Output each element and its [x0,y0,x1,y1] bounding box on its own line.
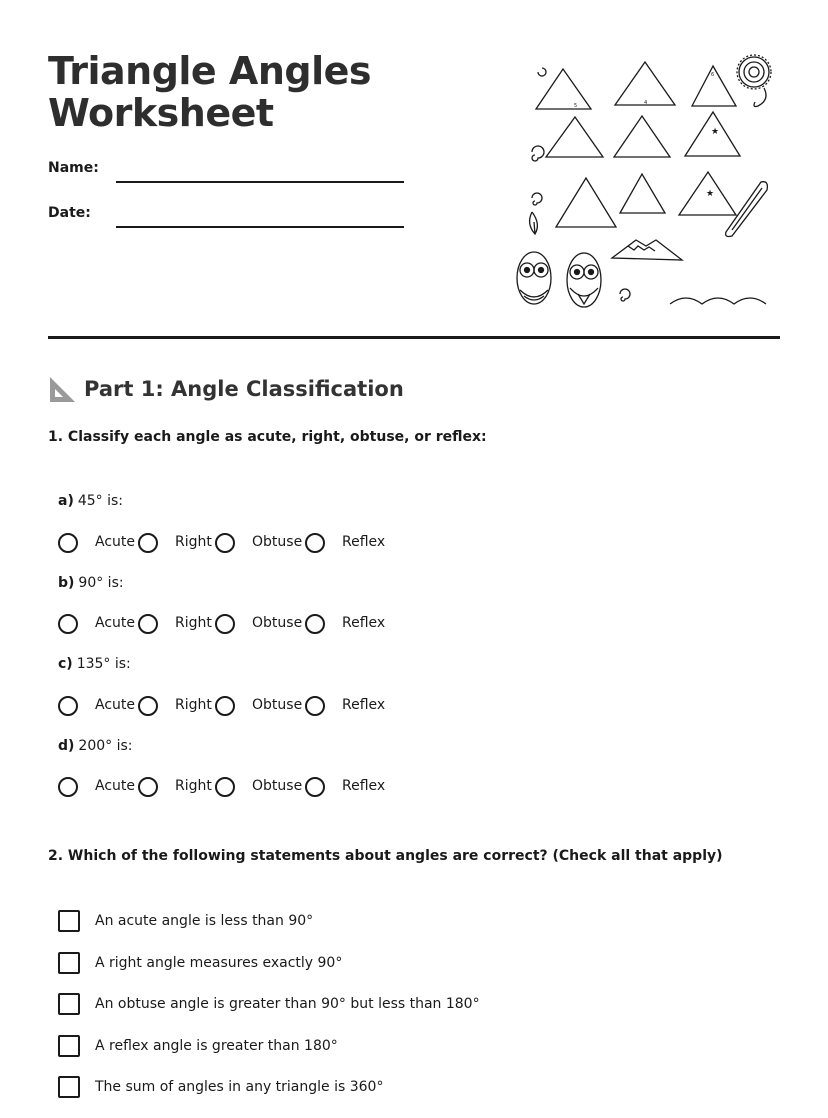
radio-obtuse[interactable] [215,533,235,553]
statement-label: An obtuse angle is greater than 90° but less than 180° [95,996,480,1012]
item-letter: b) [58,575,75,591]
radio-obtuse[interactable] [215,777,235,797]
statement-row[interactable] [58,992,480,1016]
item-text: 45° is: [77,493,124,509]
radio-obtuse[interactable] [215,696,235,716]
statement-label: An acute angle is less than 90° [95,913,314,929]
radio-acute[interactable] [58,777,78,797]
part-1-heading [48,372,404,406]
statement-checkbox[interactable] [58,993,80,1015]
worksheet-title [48,50,468,134]
radio-label-obtuse[interactable]: Obtuse [252,615,303,631]
item-text: 90° is: [78,575,124,591]
item-text: 135° is: [76,656,131,672]
svg-text:★: ★ [706,189,715,199]
radio-label-reflex[interactable]: Reflex [342,697,386,713]
statement-row[interactable] [58,1075,383,1099]
statement-checkbox[interactable] [58,1035,80,1057]
question-1-item-prompt [58,738,133,754]
question-1-item-prompt [58,656,131,672]
section-divider [48,336,780,339]
question-1-item-prompt [58,575,124,591]
statement-checkbox[interactable] [58,952,80,974]
statement-row[interactable] [58,951,342,975]
radio-right[interactable] [138,696,158,716]
radio-label-obtuse[interactable]: Obtuse [252,534,303,550]
radio-acute[interactable] [58,696,78,716]
svg-text:4: 4 [644,100,648,106]
question-1-prompt: 1. Classify each angle as acute, right, obtuse, or reflex: [48,429,487,445]
part-1-title: Part 1: Angle Classification [84,377,404,401]
radio-label-acute[interactable]: Acute [95,534,136,550]
name-field[interactable] [116,181,404,183]
statement-label: A reflex angle is greater than 180° [95,1038,338,1054]
statement-checkbox[interactable] [58,910,80,932]
statement-row[interactable] [58,909,313,933]
item-letter: a) [58,493,74,509]
radio-label-obtuse[interactable]: Obtuse [252,778,303,794]
name-label: Name: [48,160,99,176]
radio-right[interactable] [138,533,158,553]
question-1-item-prompt [58,493,123,509]
radio-label-right[interactable]: Right [175,697,212,713]
set-square-icon [48,375,76,403]
item-letter: c) [58,656,73,672]
radio-reflex[interactable] [305,777,325,797]
svg-text:5: 5 [574,103,578,109]
item-text: 200° is: [78,738,133,754]
radio-obtuse[interactable] [215,614,235,634]
title-line-2: Worksheet [48,91,274,135]
radio-label-right[interactable]: Right [175,615,212,631]
date-label: Date: [48,205,91,221]
radio-label-reflex[interactable]: Reflex [342,534,386,550]
radio-acute[interactable] [58,533,78,553]
title-line-1: Triangle Angles [48,49,372,93]
statement-row[interactable] [58,1034,338,1058]
radio-label-acute[interactable]: Acute [95,778,136,794]
date-field[interactable] [116,226,404,228]
statement-label: A right angle measures exactly 90° [95,955,343,971]
radio-label-acute[interactable]: Acute [95,697,136,713]
radio-right[interactable] [138,777,158,797]
statement-label: The sum of angles in any triangle is 360° [95,1079,384,1095]
radio-right[interactable] [138,614,158,634]
radio-label-obtuse[interactable]: Obtuse [252,697,303,713]
triangle-clipart-illustration [508,50,780,312]
statement-checkbox[interactable] [58,1076,80,1098]
radio-label-right[interactable]: Right [175,534,212,550]
svg-text:★: ★ [711,127,720,137]
radio-label-reflex[interactable]: Reflex [342,778,386,794]
question-2-prompt: 2. Which of the following statements about angles are correct? (Check all that apply) [48,848,723,864]
item-letter: d) [58,738,75,754]
radio-acute[interactable] [58,614,78,634]
radio-reflex[interactable] [305,533,325,553]
radio-label-right[interactable]: Right [175,778,212,794]
radio-label-acute[interactable]: Acute [95,615,136,631]
radio-label-reflex[interactable]: Reflex [342,615,386,631]
svg-text:6: 6 [711,72,715,78]
radio-reflex[interactable] [305,614,325,634]
radio-reflex[interactable] [305,696,325,716]
